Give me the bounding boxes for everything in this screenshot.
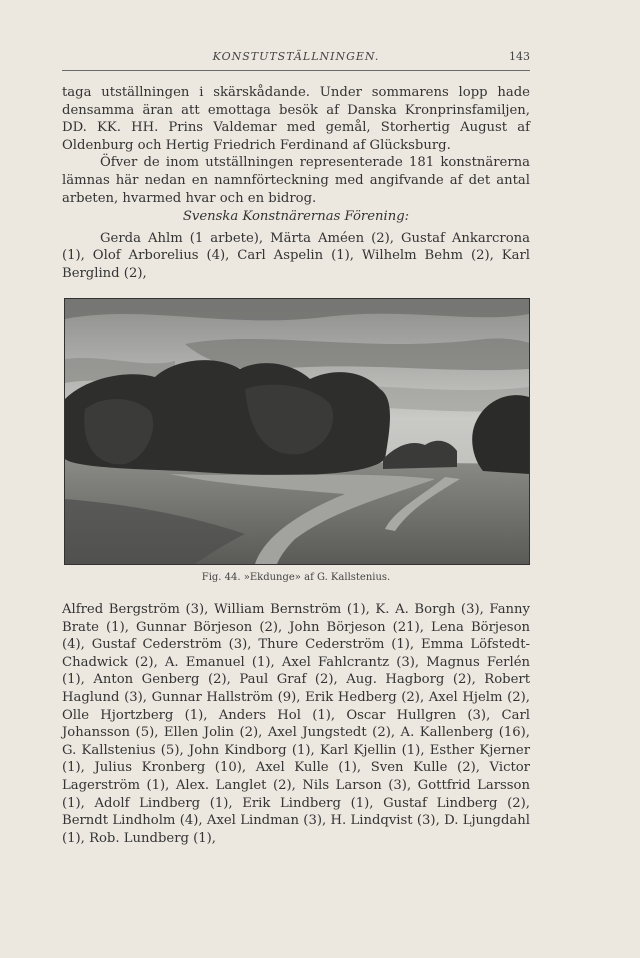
text-block-top — [62, 84, 530, 283]
figure-caption: Fig. 44. »Ekdunge» af G. Kallstenius. — [201, 572, 391, 583]
text-block-bottom — [62, 601, 530, 847]
paragraph: Öfver de inom utställningen representerade 181 konstnärerna lämnas här nedan en namnförteckning med angifvande af det antal arbeten, hvarmed hvar och en bidrog. — [62, 155, 530, 206]
artist-list-continued: Alfred Bergström (3), William Bernström (1), K. A. Borgh (3), Fanny Brate (1), Gunnar Börjeson (2), John Börjeson (21), Lena Börjeson (4), Gustaf Cederström (3), Thure Cederström (1), Emma Löfstedt-Chadwick (2), A. Emanuel (1), Axel Fahlcrantz (3), Magnus Ferlén (1), Anton Genberg (2), Paul Graf (2), Aug. Hagborg (2), Robert Haglund (3), Gunnar Hallström (9), Erik Hedberg (2), Axel Hjelm (2), Olle Hjortzberg (1), Anders Hol (1), Oscar Hullgren (3), Carl Johansson (5), Ellen Jolin (2), Axel Jungstedt (2), A. Kallenberg (16), G. Kallstenius (5), John Kindborg (1), Karl Kjellin (1), Esther Kjerner (1), Julius Kronberg (10), Axel Kulle (1), Sven Kulle (2), Victor Lagerström (1), Alex. Langlet (2), Nils Larson (3), Gottfrid Larsson (1), Adolf Lindberg (1), Erik Lindberg (1), Gustaf Lindberg (2), Berndt Lindholm (4), Axel Lindman (3), H. Lindqvist (3), D. Ljungdahl (1), Rob. Lundberg (1), — [62, 602, 530, 846]
section-heading: Svenska Konstnärernas Förening: — [182, 209, 410, 225]
paragraph: taga utställningen i skärskådande. Under sommarens lopp hade densamma äran att emottaga besök af Danska Kronprinsfamiljen, DD. KK. HH. Prins Valdemar med gemål, Storhertig August af Oldenburg och Hertig Friedrich Ferdinand af Glücksburg. — [62, 85, 530, 153]
running-title: KONSTUTSTÄLLNINGEN. — [212, 50, 380, 63]
artist-list-start: Gerda Ahlm (1 arbete), Märta Améen (2), Gustaf Ankarcrona (1), Olof Arborelius (4), Carl Aspelin (1), Wilhelm Behm (2), Karl Berglind (2), — [62, 230, 530, 281]
photograph-oak-grove — [64, 298, 530, 565]
running-header — [62, 50, 530, 71]
page-number: 143 — [509, 50, 530, 63]
